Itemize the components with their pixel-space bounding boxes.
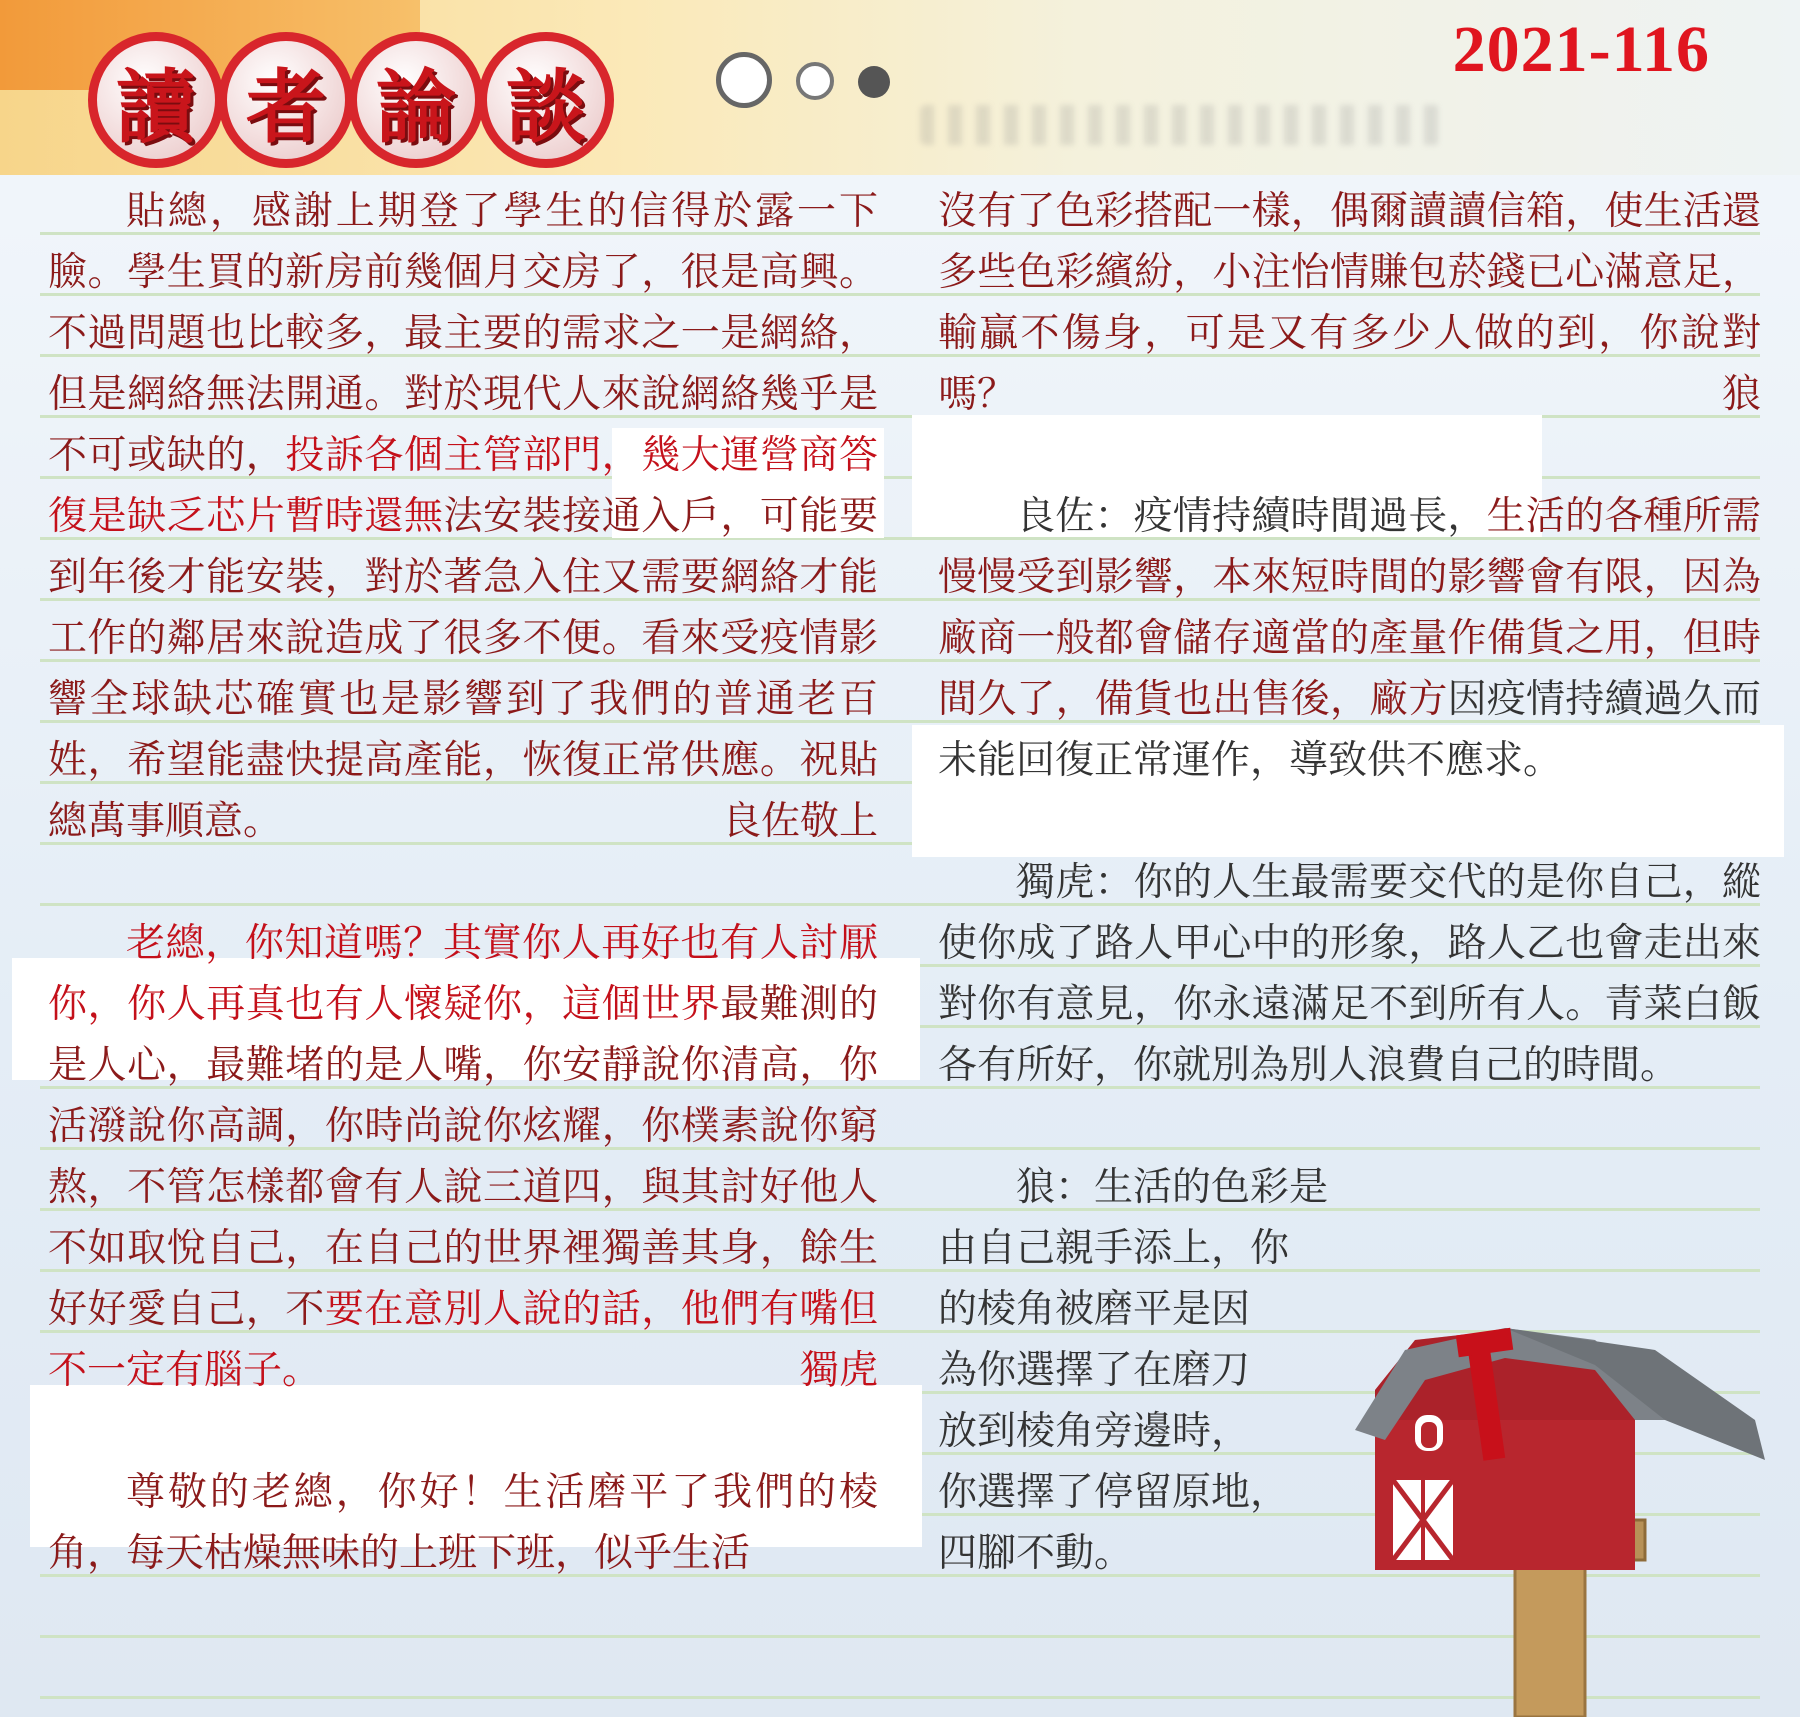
letter-signature: 狼 [1721, 372, 1761, 417]
decor-dot-medium [796, 62, 834, 100]
title-char-badge [348, 32, 484, 168]
reply-text: 良佐：疫情持續時間過長， [1016, 494, 1487, 539]
title-char-badge [478, 32, 614, 168]
title-char: 談 [506, 59, 586, 154]
reply-line: 你選擇了停留原地， [938, 1470, 1290, 1515]
letter-signature: 獨虎 [799, 1348, 878, 1393]
reply-line: 放到棱角旁邊時， [938, 1409, 1251, 1454]
title-char-badge [88, 32, 224, 168]
letter-highlight-text: 要在意別人說的話，他們有嘴但不一定有腦子。 [48, 1287, 878, 1393]
title-char: 論 [376, 59, 456, 154]
spacer [938, 1096, 1761, 1157]
letter-duhu [48, 913, 878, 1401]
reply-text: 因疫情持續過久而未能回復正常運作，導致供不應求。 [938, 677, 1761, 783]
decor-dot-large [716, 52, 772, 108]
left-column [48, 181, 878, 1584]
letter-highlight-text: 老總，你知道嗎？其實你人再好也有人討厭你，你人再真也有人懷疑你，這個世界 [48, 921, 878, 1027]
letter-lang: 尊敬的老總，你好！生活磨平了我們的棱角，每天枯燥無味的上班下班，似乎生活 [48, 1470, 878, 1576]
decor-dot-small [858, 66, 890, 98]
reply-line: 四腳不動。 [938, 1531, 1134, 1576]
letter-text: 法安裝接通入戶，可能要到年後才能安裝，對於著急入住又需要網絡才能工作的鄰居來說造成了很多不便。看來受疫情影響全球缺芯確實也是影響到了我們的普通老百姓，希望能盡快提高產能，恢復正常供應。祝貼總萬事順意。 [48, 494, 878, 844]
barn-mailbox-image [1335, 1310, 1775, 1717]
title-char: 讀 [116, 59, 196, 154]
reply-duhu: 獨虎：你的人生最需要交代的是你自己，縱使你成了路人甲心中的形象，路人乙也會走出來對你有意見，你永遠滿足不到所有人。青菜白飯各有所好，你就別為別人浪費自己的時間。 [938, 860, 1761, 1088]
letter-lang-continued: 沒有了色彩搭配一樣，偶爾讀讀信箱，使生活還多些色彩繽紛，小注怡情賺包菸錢已心滿意足，輸贏不傷身，可是又有多少人做的到，你說對嗎？ [938, 189, 1761, 417]
spacer [48, 1401, 878, 1462]
blurred-subtitle [920, 105, 1440, 145]
title-char-badge [218, 32, 354, 168]
reply-line: 的棱角被磨平是因 [938, 1287, 1251, 1332]
issue-number: 2021-116 [1452, 13, 1710, 86]
letter-text: 貼總，感謝上期登了學生的信得於露一下臉。學生買的新房前幾個月交房了，很是高興。不過問題也比較多，最主要的需求之一是網絡，但是網絡無法開通。對於現代人來說網絡幾乎是不可或缺的， [48, 189, 878, 478]
title-char: 者 [246, 59, 326, 154]
letter-text: 最難測的是人心，最難堵的是人嘴，你安靜說你清高，你活潑說你高調，你時尚說你炫耀，你樸素說你窮熬，不管怎樣都會有人說三道四，與其討好他人不如取悅自己，在自己的世界裡獨善其身，餘生好好愛自己，不 [48, 982, 878, 1332]
reply-text: 生活的各種所需慢慢受到影響，本來短時間的影響會有限，因為廠商一般都會儲存適當的產量作備貨之用，但時間久了，備貨也出售後，廠方 [938, 494, 1761, 722]
letter-liangzuo [48, 181, 878, 852]
letter-signature: 良佐敬上 [721, 799, 878, 844]
reply-line: 由自己親手添上，你 [938, 1226, 1290, 1271]
spacer [938, 791, 1761, 852]
spacer [48, 852, 878, 913]
letter-highlight-text: 投訴各個主管部門，幾大運營商答復是缺乏芯片暫時還無 [48, 433, 878, 539]
reply-line: 為你選擇了在磨刀 [938, 1348, 1251, 1393]
spacer [938, 425, 1761, 486]
reply-liangzuo [938, 486, 1761, 791]
reply-line: 狼：生活的色彩是 [1016, 1165, 1329, 1210]
